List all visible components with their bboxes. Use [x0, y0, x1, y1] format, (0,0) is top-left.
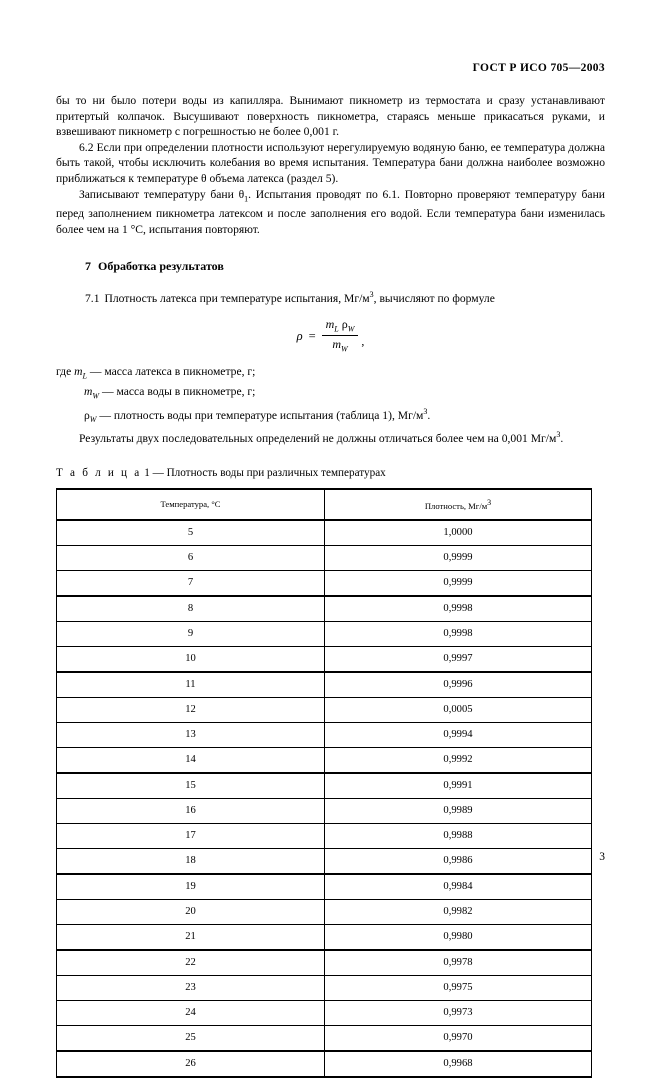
- table-row: [57, 1051, 592, 1077]
- column-header-density-exponent: 3: [487, 497, 492, 507]
- clause-number: 7.1: [85, 291, 100, 305]
- repeatability-text-end: .: [560, 432, 564, 446]
- table-row: [57, 621, 592, 646]
- table-row: [57, 697, 592, 722]
- table-row: [57, 899, 592, 924]
- cubic-metre-exponent: 3: [369, 289, 374, 299]
- cell-density: 0,0005: [325, 697, 592, 722]
- cell-density: 0,9994: [325, 722, 592, 747]
- table-row: [57, 975, 592, 1000]
- cell-temperature: 5: [57, 520, 325, 546]
- variable-symbol-m-subscript: W: [92, 391, 100, 401]
- cell-temperature: 8: [57, 596, 325, 622]
- table-caption-dash: —: [152, 466, 164, 479]
- cell-density: 0,9989: [325, 798, 592, 823]
- column-header-density: [325, 489, 592, 520]
- cell-temperature: 6: [57, 545, 325, 570]
- cell-density: 0,9973: [325, 1000, 592, 1025]
- variable-symbol-rho: ρ: [84, 408, 90, 422]
- cell-temperature: 25: [57, 1025, 325, 1051]
- variable-symbol-m-subscript: L: [82, 371, 87, 381]
- table-caption-text: Плотность воды при различных температурах: [166, 466, 386, 479]
- cell-temperature: 20: [57, 899, 325, 924]
- cell-density: 0,9992: [325, 747, 592, 773]
- variable-dash: —: [101, 384, 114, 398]
- variable-definition-exponent: 3: [423, 406, 428, 416]
- numerator-rho-subscript: W: [347, 324, 355, 334]
- cell-density: 0,9968: [325, 1051, 592, 1077]
- variable-definition-period: .: [427, 408, 431, 422]
- cell-density: 0,9988: [325, 823, 592, 848]
- section-number: 7: [85, 258, 91, 273]
- formula-fraction: [322, 317, 359, 353]
- table-row: [57, 950, 592, 976]
- variable-dash: —: [99, 408, 111, 422]
- formula-trailing-comma: ,: [361, 333, 365, 348]
- cell-temperature: 12: [57, 697, 325, 722]
- running-header-standard-number: ГОСТ Р ИСО 705—2003: [472, 62, 605, 74]
- cell-temperature: 15: [57, 773, 325, 799]
- table-caption-number: 1: [144, 466, 150, 479]
- section-heading-7: [56, 238, 605, 276]
- denominator-m: m: [332, 336, 342, 351]
- paragraph-repeatability: [56, 427, 605, 446]
- formula-equals-sign: =: [308, 328, 316, 343]
- variable-definition-text: масса воды в пикнометре, г;: [116, 384, 256, 398]
- table-row: [57, 823, 592, 848]
- cell-temperature: 22: [57, 950, 325, 976]
- theta-subscript: 1: [244, 193, 249, 203]
- table-header: [57, 489, 592, 520]
- variable-symbol-m: m: [74, 364, 83, 378]
- table-row: [57, 570, 592, 596]
- cell-temperature: 21: [57, 924, 325, 950]
- table-row: [57, 798, 592, 823]
- cell-density: 0,9975: [325, 975, 592, 1000]
- cell-density: 0,9986: [325, 848, 592, 874]
- cell-density: 0,9998: [325, 621, 592, 646]
- cell-density: 0,9991: [325, 773, 592, 799]
- table-header-row: [57, 489, 592, 520]
- clause-7-1: [56, 276, 605, 306]
- cell-density: 0,9984: [325, 874, 592, 900]
- paragraph-6-2-second-text-start: Записывают температуру бани θ: [79, 187, 245, 201]
- formula-variable-definitions: [56, 362, 605, 428]
- table-row: [57, 672, 592, 698]
- variable-definition-m-latex: [56, 364, 605, 384]
- cell-temperature: 24: [57, 1000, 325, 1025]
- column-header-temperature-unit: °С: [211, 498, 221, 509]
- formula-density: [56, 306, 605, 362]
- table-row: [57, 596, 592, 622]
- variable-symbol-m: m: [84, 384, 93, 398]
- cell-density: 0,9998: [325, 596, 592, 622]
- table-row: [57, 520, 592, 546]
- formula-denominator: [322, 336, 359, 353]
- column-header-density-label: Плотность, Мг/м: [424, 500, 488, 511]
- table-row: [57, 1000, 592, 1025]
- paragraph-6-1-continued: бы то ни было потери воды из капилляра. Вынимают пикнометр из термостата и сразу устанавливают притертый колпачок. Высушивают поверхность пикнометра, стараясь меньше прикасаться руками, и взвешивают пикнометр с погрешностью не более 0,001 г.: [56, 94, 605, 139]
- cell-density: 1,0000: [325, 520, 592, 546]
- where-lead-word: где: [56, 364, 72, 378]
- paragraph-6-2-second: [56, 187, 605, 238]
- table-row: [57, 773, 592, 799]
- variable-dash: —: [89, 364, 102, 378]
- cell-temperature: 10: [57, 646, 325, 672]
- table-row: [57, 722, 592, 747]
- cell-temperature: 9: [57, 621, 325, 646]
- cell-density: 0,9970: [325, 1025, 592, 1051]
- cell-density: 0,9996: [325, 672, 592, 698]
- table-row: [57, 1025, 592, 1051]
- cell-density: 0,9999: [325, 545, 592, 570]
- repeatability-text-start: Результаты двух последовательных определений не должны отличаться более чем на 0,001 Мг/м: [79, 432, 557, 446]
- cell-density: 0,9980: [325, 924, 592, 950]
- cell-temperature: 18: [57, 848, 325, 874]
- table-row: [57, 646, 592, 672]
- table-1-caption: [56, 447, 605, 488]
- formula-expression: [297, 318, 365, 354]
- cell-temperature: 26: [57, 1051, 325, 1077]
- variable-definition-rho-water: [56, 404, 605, 428]
- cell-temperature: 13: [57, 722, 325, 747]
- denominator-m-subscript: W: [341, 343, 348, 353]
- cell-temperature: 14: [57, 747, 325, 773]
- cell-temperature: 7: [57, 570, 325, 596]
- cell-temperature: 17: [57, 823, 325, 848]
- page-number: 3: [599, 851, 605, 863]
- clause-text-end: , вычисляют по формуле: [373, 291, 495, 305]
- paragraph-6-2-second-text-end: . Испытания проводят по 6.1. Повторно проверяют температуру бани перед заполнением пикнометра латексом и после заполнения его водой. Если температура бани изменилась более чем на 1 °С, испытания повторяют.: [56, 187, 605, 237]
- cell-temperature: 19: [57, 874, 325, 900]
- numerator-rho: ρ: [341, 317, 348, 332]
- cell-density: 0,9999: [325, 570, 592, 596]
- table-caption-word: Т а б л и ц а: [56, 466, 142, 479]
- cell-density: 0,9978: [325, 950, 592, 976]
- formula-lhs-rho: ρ: [296, 328, 303, 343]
- formula-numerator: [322, 317, 359, 335]
- cell-temperature: 11: [57, 672, 325, 698]
- clause-text-start: Плотность латекса при температуре испытания, Мг/м: [104, 291, 370, 305]
- variable-definition-text: масса латекса в пикнометре, г;: [104, 364, 256, 378]
- section-title: Обработка результатов: [98, 258, 224, 273]
- column-header-temperature: [57, 489, 325, 520]
- table-body: [57, 520, 592, 1077]
- variable-definition-m-water: [56, 384, 605, 404]
- table-row: [57, 545, 592, 570]
- table-water-density: [56, 488, 592, 1078]
- variable-symbol-rho-subscript: W: [89, 414, 97, 424]
- cell-temperature: 16: [57, 798, 325, 823]
- numerator-m: m: [325, 317, 335, 332]
- variable-definition-text: плотность воды при температуре испытания (таблица 1), Мг/м: [113, 408, 424, 422]
- cell-density: 0,9982: [325, 899, 592, 924]
- numerator-m-subscript: L: [334, 324, 339, 334]
- paragraph-6-2: 6.2 Если при определении плотности используют нерегулируемую водяную баню, ее температура должна быть такой, чтобы исключить колебания во время испытания. Температура бани должна наиболее возможно приближаться к температуре θ объема латекса (раздел 5).: [56, 140, 605, 185]
- repeatability-exponent: 3: [556, 430, 561, 440]
- column-header-temperature-label: Температура,: [160, 498, 212, 509]
- table-row: [57, 924, 592, 950]
- table-row: [57, 747, 592, 773]
- cell-density: 0,9997: [325, 646, 592, 672]
- document-body: [56, 93, 605, 1078]
- table-row: [57, 874, 592, 900]
- cell-temperature: 23: [57, 975, 325, 1000]
